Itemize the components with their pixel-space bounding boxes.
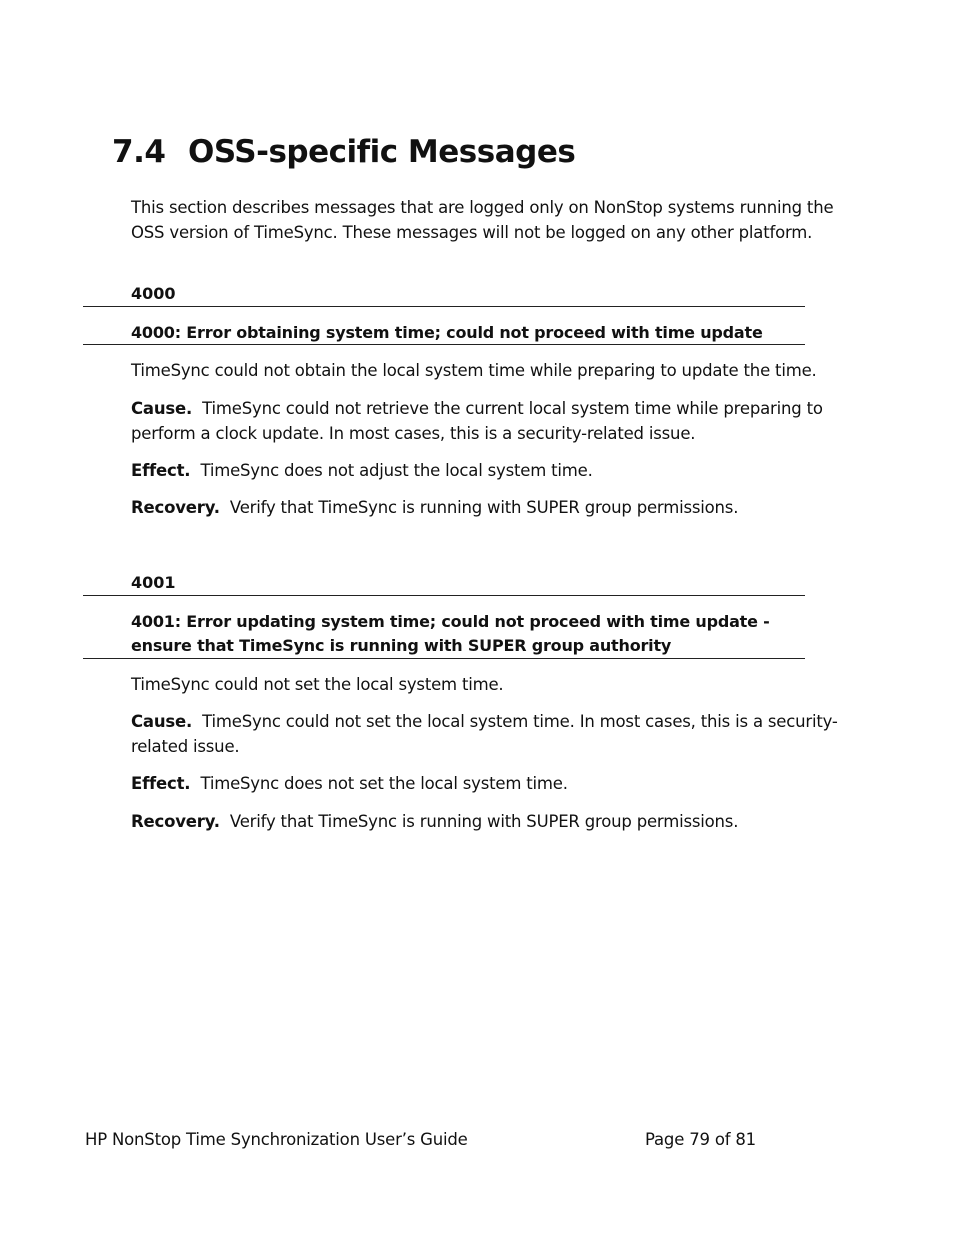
recovery-text: Verify that TimeSync is running with SUPER group permissions. xyxy=(229,812,739,831)
message-recovery xyxy=(131,809,853,834)
message-description: TimeSync could not set the local system time. xyxy=(131,675,504,694)
section-heading xyxy=(112,134,575,170)
effect-label: Effect. xyxy=(131,461,191,480)
effect-text: TimeSync does not adjust the local system time. xyxy=(200,461,593,480)
cause-label: Cause. xyxy=(131,712,193,731)
footer-page-number: Page 79 of 81 xyxy=(645,1130,756,1149)
message-effect xyxy=(131,458,853,483)
cause-text: TimeSync could not retrieve the current local system time while preparing to perform a clock update. In most cases, this is a security-related issue. xyxy=(131,399,823,443)
message-effect xyxy=(131,771,853,796)
recovery-label: Recovery. xyxy=(131,498,220,517)
effect-text: TimeSync does not set the local system time. xyxy=(200,774,568,793)
message-code-label: 4001 xyxy=(131,573,176,592)
effect-label: Effect. xyxy=(131,774,191,793)
divider xyxy=(83,344,805,345)
message-code-label: 4000 xyxy=(131,284,176,303)
recovery-label: Recovery. xyxy=(131,812,220,831)
message-cause xyxy=(131,396,853,446)
message-recovery xyxy=(131,495,853,520)
footer-guide-title: HP NonStop Time Synchronization User’s Guide xyxy=(85,1130,468,1149)
cause-text: TimeSync could not set the local system time. In most cases, this is a security-related issue. xyxy=(131,712,838,756)
message-heading: 4000: Error obtaining system time; could not proceed with time update xyxy=(131,323,763,342)
message-cause xyxy=(131,709,853,759)
section-title: OSS-specific Messages xyxy=(188,134,576,170)
divider xyxy=(83,306,805,307)
message-description: TimeSync could not obtain the local system time while preparing to update the time. xyxy=(131,361,817,380)
divider xyxy=(83,595,805,596)
section-number: 7.4 xyxy=(112,134,166,170)
cause-label: Cause. xyxy=(131,399,193,418)
recovery-text: Verify that TimeSync is running with SUPER group permissions. xyxy=(229,498,739,517)
message-heading: 4001: Error updating system time; could not proceed with time update - ensure that TimeSync is running with SUPER group authority xyxy=(131,612,770,655)
section-intro: This section describes messages that are logged only on NonStop systems running the OSS version of TimeSync. These messages will not be logged on any other platform. xyxy=(131,198,834,242)
divider xyxy=(83,658,805,659)
